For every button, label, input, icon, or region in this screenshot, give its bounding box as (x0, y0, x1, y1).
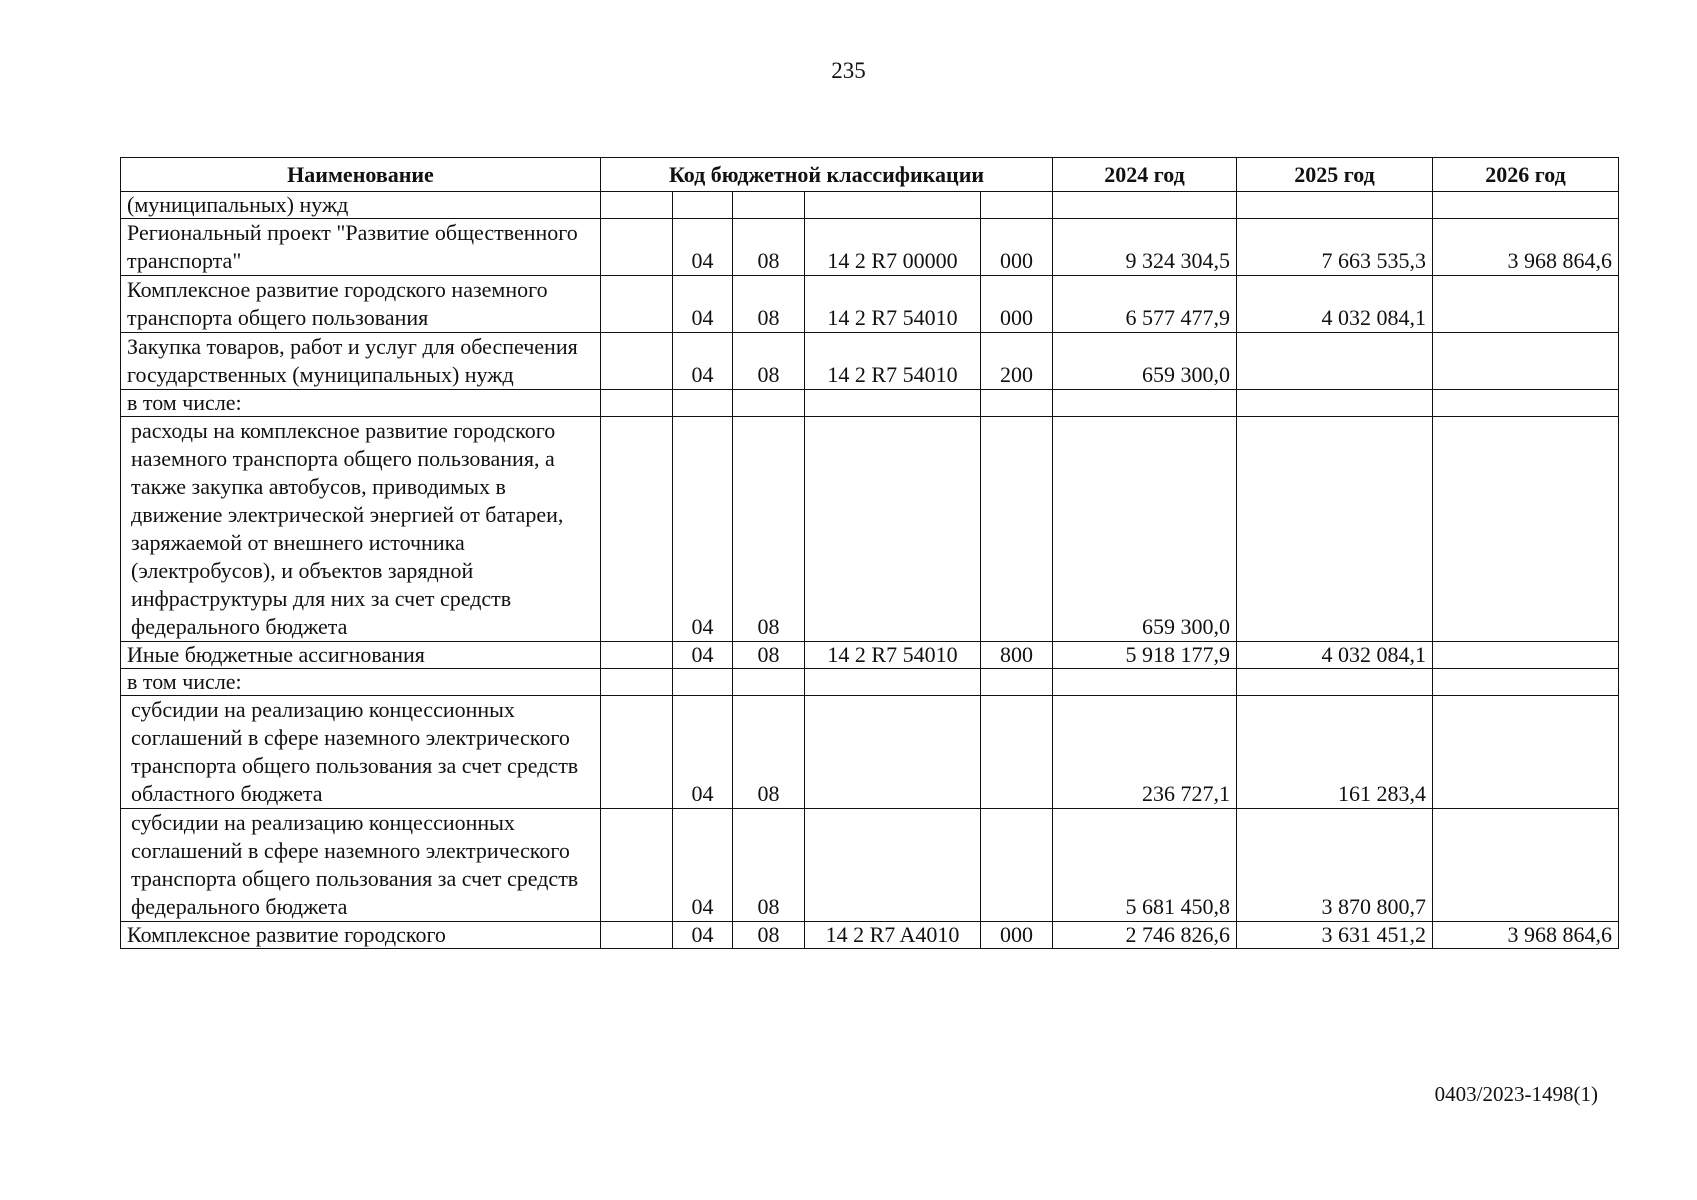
code-target: 14 2 R7 54010 (805, 642, 981, 669)
value-2025: 4 032 084,1 (1237, 276, 1433, 333)
code-section: 04 (673, 333, 733, 390)
code-target (805, 390, 981, 417)
value-2024: 659 300,0 (1053, 417, 1237, 642)
table-row (121, 696, 1619, 809)
table-header-row (121, 158, 1619, 192)
code-expense-type (981, 669, 1053, 696)
row-name: Комплексное развитие городского (121, 922, 601, 949)
code-expense-type (981, 192, 1053, 219)
value-2024: 236 727,1 (1053, 696, 1237, 809)
code-expense-type (981, 417, 1053, 642)
code-section (673, 192, 733, 219)
code-subsection (733, 192, 805, 219)
table-row (121, 642, 1619, 669)
document-number: 0403/2023-1498(1) (1434, 1082, 1598, 1106)
code-target: 14 2 R7 00000 (805, 219, 981, 276)
value-2025: 7 663 535,3 (1237, 219, 1433, 276)
table-row (121, 276, 1619, 333)
code-target (805, 669, 981, 696)
code-subsection (733, 669, 805, 696)
code-subsection: 08 (733, 922, 805, 949)
value-2026: 3 968 864,6 (1433, 922, 1619, 949)
table-row (121, 809, 1619, 922)
code-expense-type: 000 (981, 219, 1053, 276)
value-2026 (1433, 669, 1619, 696)
budget-table (120, 157, 1619, 949)
code-expense-type (981, 390, 1053, 417)
row-name: Комплексное развитие городского наземного транспорта общего пользования (121, 276, 601, 333)
page-number: 235 (831, 58, 866, 83)
code-target (805, 417, 981, 642)
row-name: (муниципальных) нужд (121, 192, 601, 219)
row-name: Иные бюджетные ассигнования (121, 642, 601, 669)
value-2025 (1237, 417, 1433, 642)
code-target: 14 2 R7 54010 (805, 333, 981, 390)
value-2025: 4 032 084,1 (1237, 642, 1433, 669)
header-name: Наименование (121, 158, 601, 192)
code-section: 04 (673, 922, 733, 949)
value-2024: 2 746 826,6 (1053, 922, 1237, 949)
code-subsection: 08 (733, 696, 805, 809)
code-cell (601, 922, 673, 949)
row-name: расходы на комплексное развитие городского наземного транспорта общего пользования, а также закупка автобусов, приводимых в движение электрической энергией от батареи, заряжаемой от внешнего источника (электробусов), и объектов зарядной инфраструктуры для них за счет средств федерального бюджета (121, 417, 601, 642)
value-2026 (1433, 809, 1619, 922)
row-name: субсидии на реализацию концессионных соглашений в сфере наземного электрического транспорта общего пользования за счет средств областного бюджета (121, 696, 601, 809)
code-section: 04 (673, 417, 733, 642)
code-cell (601, 809, 673, 922)
row-name: субсидии на реализацию концессионных соглашений в сфере наземного электрического транспорта общего пользования за счет средств федерального бюджета (121, 809, 601, 922)
value-2025 (1237, 333, 1433, 390)
value-2026 (1433, 192, 1619, 219)
table-row (121, 219, 1619, 276)
code-section: 04 (673, 809, 733, 922)
value-2026 (1433, 696, 1619, 809)
value-2026 (1433, 276, 1619, 333)
code-subsection: 08 (733, 276, 805, 333)
row-name: Региональный проект "Развитие общественного транспорта" (121, 219, 601, 276)
code-cell (601, 219, 673, 276)
code-expense-type: 800 (981, 642, 1053, 669)
code-cell (601, 390, 673, 417)
value-2024 (1053, 669, 1237, 696)
code-subsection: 08 (733, 809, 805, 922)
table-row (121, 922, 1619, 949)
code-subsection: 08 (733, 333, 805, 390)
value-2025: 3 631 451,2 (1237, 922, 1433, 949)
table-row (121, 390, 1619, 417)
value-2025 (1237, 669, 1433, 696)
code-section (673, 669, 733, 696)
code-cell (601, 192, 673, 219)
row-name: в том числе: (121, 669, 601, 696)
code-target (805, 696, 981, 809)
header-2024: 2024 год (1053, 158, 1237, 192)
table-row (121, 669, 1619, 696)
header-code: Код бюджетной классификации (601, 158, 1053, 192)
code-cell (601, 417, 673, 642)
value-2025 (1237, 192, 1433, 219)
code-subsection: 08 (733, 219, 805, 276)
value-2026: 3 968 864,6 (1433, 219, 1619, 276)
table-row (121, 192, 1619, 219)
value-2024: 9 324 304,5 (1053, 219, 1237, 276)
value-2024 (1053, 192, 1237, 219)
code-section: 04 (673, 696, 733, 809)
code-target: 14 2 R7 A4010 (805, 922, 981, 949)
code-subsection (733, 390, 805, 417)
code-target (805, 809, 981, 922)
code-target (805, 192, 981, 219)
code-subsection: 08 (733, 642, 805, 669)
value-2026 (1433, 333, 1619, 390)
table-row (121, 417, 1619, 642)
code-section: 04 (673, 219, 733, 276)
value-2026 (1433, 417, 1619, 642)
code-cell (601, 696, 673, 809)
value-2024: 5 681 450,8 (1053, 809, 1237, 922)
row-name: Закупка товаров, работ и услуг для обеспечения государственных (муниципальных) нужд (121, 333, 601, 390)
value-2025: 3 870 800,7 (1237, 809, 1433, 922)
code-expense-type: 200 (981, 333, 1053, 390)
header-2025: 2025 год (1237, 158, 1433, 192)
value-2025: 161 283,4 (1237, 696, 1433, 809)
value-2026 (1433, 642, 1619, 669)
code-cell (601, 642, 673, 669)
value-2024: 6 577 477,9 (1053, 276, 1237, 333)
table-row (121, 333, 1619, 390)
code-cell (601, 669, 673, 696)
code-cell (601, 276, 673, 333)
code-section (673, 390, 733, 417)
value-2026 (1433, 390, 1619, 417)
code-target: 14 2 R7 54010 (805, 276, 981, 333)
code-expense-type (981, 696, 1053, 809)
code-expense-type: 000 (981, 276, 1053, 333)
value-2025 (1237, 390, 1433, 417)
value-2024 (1053, 390, 1237, 417)
header-2026: 2026 год (1433, 158, 1619, 192)
code-expense-type (981, 809, 1053, 922)
code-section: 04 (673, 276, 733, 333)
row-name: в том числе: (121, 390, 601, 417)
code-expense-type: 000 (981, 922, 1053, 949)
code-cell (601, 333, 673, 390)
code-section: 04 (673, 642, 733, 669)
value-2024: 5 918 177,9 (1053, 642, 1237, 669)
code-subsection: 08 (733, 417, 805, 642)
value-2024: 659 300,0 (1053, 333, 1237, 390)
